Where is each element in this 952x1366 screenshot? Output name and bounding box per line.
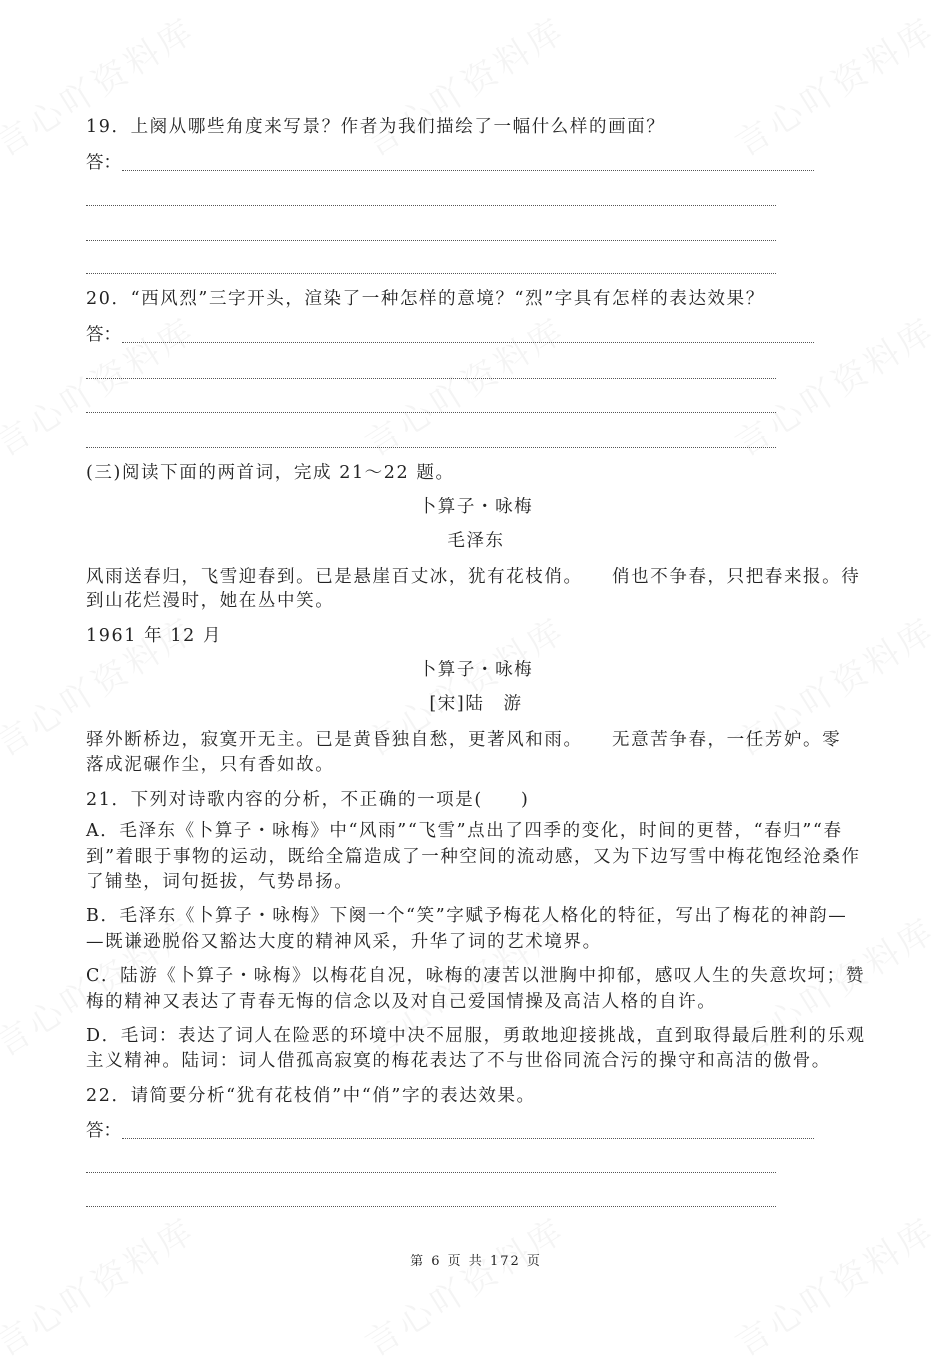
question-21: 21．下列对诗歌内容的分析，不正确的一项是( ) xyxy=(86,790,530,810)
answer-label-19: 答： xyxy=(86,153,121,173)
answer-line[interactable] xyxy=(86,240,776,241)
poem1-title: 卜算子・咏梅 xyxy=(418,497,534,517)
option-d: 主义精神。陆词：词人借孤高寂寞的梅花表达了不与世俗同流合污的操守和高洁的傲骨。 xyxy=(86,1051,831,1071)
watermark-text xyxy=(354,1203,573,1365)
answer-line[interactable] xyxy=(86,1172,776,1173)
answer-line[interactable] xyxy=(122,170,814,171)
answer-line[interactable] xyxy=(86,378,776,379)
watermark-text xyxy=(354,303,573,465)
poem2-line: 驿外断桥边，寂寞开无主。已是黄昏独自愁，更著风和雨。 无意苦争春，一任芳妒。零 xyxy=(86,730,842,750)
question-20: 20．“西风烈”三字开头，渲染了一种怎样的意境？“烈”字具有怎样的表达效果？ xyxy=(86,289,765,309)
option-a: 了铺垫，词句挺拔，气势昂扬。 xyxy=(86,872,354,892)
section-heading: (三)阅读下面的两首词，完成 21～22 题。 xyxy=(86,463,455,483)
option-b: —既谦逊脱俗又豁达大度的精神风采，升华了词的艺术境界。 xyxy=(86,932,602,952)
poem1-date: 1961 年 12 月 xyxy=(86,626,223,646)
poem1-line: 到山花烂漫时，她在丛中笑。 xyxy=(86,591,335,611)
option-c: C．陆游《卜算子・咏梅》以梅花自况，咏梅的凄苦以泄胸中抑郁，感叹人生的失意坎坷；赞 xyxy=(86,966,865,986)
poem2-line: 落成泥碾作尘，只有香如故。 xyxy=(86,755,335,775)
page-number: 6 xyxy=(431,1254,442,1269)
poem1-author: 毛泽东 xyxy=(447,531,505,551)
answer-line[interactable] xyxy=(86,273,776,274)
answer-line[interactable] xyxy=(86,412,776,413)
footer-middle: 页 共 xyxy=(447,1254,484,1269)
total-pages: 172 xyxy=(489,1254,521,1269)
page-footer xyxy=(0,1250,952,1269)
poem2-title: 卜算子・咏梅 xyxy=(418,660,534,680)
poem1-line: 风雨送春归，飞雪迎春到。已是悬崖百丈冰，犹有花枝俏。 俏也不争春，只把春来报。待 xyxy=(86,567,861,587)
answer-label-20: 答： xyxy=(86,325,121,345)
watermark-text xyxy=(724,1203,943,1365)
footer-prefix: 第 xyxy=(410,1254,426,1269)
watermark-text xyxy=(354,3,573,165)
option-a: 到”着眼于事物的运动，既给全篇造成了一种空间的流动感，又为下边写雪中梅花饱经沧桑作 xyxy=(86,847,861,867)
answer-line[interactable] xyxy=(86,447,776,448)
watermark-text xyxy=(0,1203,204,1365)
option-c: 梅的精神又表达了青春无悔的信念以及对自己爱国情操及高洁人格的自许。 xyxy=(86,992,717,1012)
option-a: A．毛泽东《卜算子・咏梅》中“风雨”“飞雪”点出了四季的变化，时间的更替，“春归”“春 xyxy=(86,821,843,841)
answer-line[interactable] xyxy=(122,342,814,343)
question-19: 19．上阕从哪些角度来写景？作者为我们描绘了一幅什么样的画面？ xyxy=(86,117,666,137)
answer-line[interactable] xyxy=(122,1138,814,1139)
option-b: B．毛泽东《卜算子・咏梅》下阕一个“笑”字赋予梅花人格化的特征，写出了梅花的神韵— xyxy=(86,906,848,926)
watermark-text xyxy=(724,3,943,165)
watermark-text xyxy=(0,3,204,165)
answer-line[interactable] xyxy=(86,205,776,206)
answer-line[interactable] xyxy=(86,1206,776,1207)
poem2-author: [宋]陆 游 xyxy=(429,694,523,714)
option-d: D．毛词：表达了词人在险恶的环境中决不屈服，勇敢地迎接挑战，直到取得最后胜利的乐观 xyxy=(86,1026,866,1046)
footer-suffix: 页 xyxy=(526,1254,542,1269)
question-22: 22．请简要分析“犹有花枝俏”中“俏”字的表达效果。 xyxy=(86,1086,536,1106)
answer-label-22: 答： xyxy=(86,1121,121,1141)
watermark-text xyxy=(724,303,943,465)
